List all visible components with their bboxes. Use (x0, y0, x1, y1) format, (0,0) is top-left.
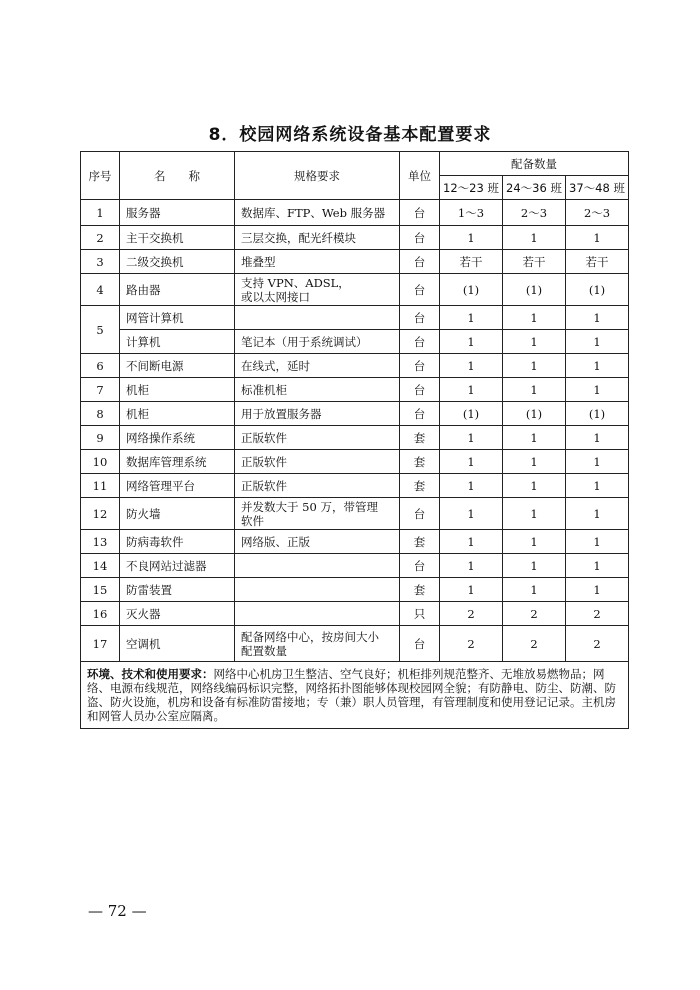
unit-cell: 台 (400, 274, 440, 306)
unit-cell: 台 (400, 250, 440, 274)
header-q1: 12～23 班 (440, 176, 503, 200)
table-row (81, 578, 629, 602)
name-cell: 机柜 (120, 402, 235, 426)
table-row (81, 602, 629, 626)
seq-cell: 3 (81, 250, 120, 274)
table-row (81, 426, 629, 450)
header-q2: 24～36 班 (503, 176, 566, 200)
qty-cell: (1) (440, 402, 503, 426)
qty-cell: 1 (440, 450, 503, 474)
qty-cell: 1 (566, 378, 629, 402)
unit-cell: 台 (400, 226, 440, 250)
qty-cell: 1 (503, 498, 566, 530)
qty-cell: 1 (566, 530, 629, 554)
qty-cell: 2 (566, 602, 629, 626)
header-q3: 37～48 班 (566, 176, 629, 200)
spec-cell: 用于放置服务器 (235, 402, 400, 426)
qty-cell: 1 (566, 578, 629, 602)
qty-cell: 1 (566, 354, 629, 378)
notes-label: 环境、技术和使用要求： (87, 667, 214, 681)
unit-cell: 套 (400, 474, 440, 498)
qty-cell: 1 (503, 226, 566, 250)
name-cell: 防病毒软件 (120, 530, 235, 554)
spec-line: 并发数大于 50 万，带管理 (241, 499, 378, 514)
name-cell: 网络操作系统 (120, 426, 235, 450)
name-cell: 防雷装置 (120, 578, 235, 602)
spec-cell: 三层交换，配光纤模块 (235, 226, 400, 250)
qty-cell: 若干 (440, 250, 503, 274)
name-cell: 计算机 (120, 330, 235, 354)
unit-cell: 台 (400, 498, 440, 530)
seq-cell: 2 (81, 226, 120, 250)
spec-line: 或以太网接口 (241, 289, 310, 304)
name-cell: 网络管理平台 (120, 474, 235, 498)
spec-line: 支持 VPN、ADSL， (241, 275, 350, 290)
qty-cell: 1 (566, 330, 629, 354)
spec-line: 软件 (241, 513, 264, 528)
spec-line: 配置数量 (241, 643, 287, 658)
qty-cell: (1) (503, 274, 566, 306)
qty-cell: 2 (440, 602, 503, 626)
page-title: 8．校园网络系统设备基本配置要求 (208, 125, 492, 145)
name-cell: 不良网站过滤器 (120, 554, 235, 578)
seq-cell: 17 (81, 626, 120, 662)
qty-cell: (1) (566, 274, 629, 306)
qty-cell: 1 (566, 498, 629, 530)
spec-cell: 正版软件 (235, 426, 400, 450)
qty-cell: 1 (503, 426, 566, 450)
unit-cell: 台 (400, 330, 440, 354)
spec-cell: 正版软件 (235, 474, 400, 498)
qty-cell: 1 (566, 450, 629, 474)
name-cell: 二级交换机 (120, 250, 235, 274)
seq-cell: 9 (81, 426, 120, 450)
header-row (81, 152, 629, 176)
seq-cell: 12 (81, 498, 120, 530)
table-row (81, 378, 629, 402)
qty-cell: 若干 (503, 250, 566, 274)
header-seq: 序号 (81, 152, 120, 200)
seq-cell: 5 (81, 306, 120, 354)
unit-cell: 台 (400, 554, 440, 578)
seq-cell: 14 (81, 554, 120, 578)
spec-cell: 网络版、正版 (235, 530, 400, 554)
name-cell: 数据库管理系统 (120, 450, 235, 474)
qty-cell: 1 (566, 474, 629, 498)
unit-cell: 台 (400, 402, 440, 426)
unit-cell: 台 (400, 306, 440, 330)
notes-row (81, 662, 629, 729)
qty-cell: 1 (503, 354, 566, 378)
seq-cell: 16 (81, 602, 120, 626)
table-row (81, 530, 629, 554)
qty-cell: 1 (440, 474, 503, 498)
qty-cell: 1 (440, 498, 503, 530)
unit-cell: 台 (400, 626, 440, 662)
qty-cell: (1) (503, 402, 566, 426)
qty-cell: 1 (503, 578, 566, 602)
table-row (81, 250, 629, 274)
unit-cell: 套 (400, 578, 440, 602)
spec-cell: 在线式，延时 (235, 354, 400, 378)
seq-cell: 10 (81, 450, 120, 474)
table-row (81, 226, 629, 250)
spec-cell (235, 498, 400, 530)
spec-cell: 笔记本（用于系统调试） (235, 330, 400, 354)
spec-cell: 数据库、FTP、Web 服务器 (235, 200, 400, 226)
name-cell: 路由器 (120, 274, 235, 306)
spec-cell: 堆叠型 (235, 250, 400, 274)
equipment-table (80, 151, 629, 729)
qty-cell: 1 (566, 554, 629, 578)
name-cell: 不间断电源 (120, 354, 235, 378)
spec-cell: 正版软件 (235, 450, 400, 474)
table-row (81, 354, 629, 378)
unit-cell: 台 (400, 378, 440, 402)
spec-cell (235, 626, 400, 662)
name-cell: 网管计算机 (120, 306, 235, 330)
unit-cell: 套 (400, 530, 440, 554)
qty-cell: 2 (503, 602, 566, 626)
qty-cell: 1 (503, 378, 566, 402)
table-row (81, 474, 629, 498)
qty-cell: 1～3 (440, 200, 503, 226)
header-spec: 规格要求 (235, 152, 400, 200)
seq-cell: 11 (81, 474, 120, 498)
qty-cell: 1 (503, 554, 566, 578)
seq-cell: 4 (81, 274, 120, 306)
table-row (81, 450, 629, 474)
seq-cell: 15 (81, 578, 120, 602)
unit-cell: 套 (400, 450, 440, 474)
table-row (81, 200, 629, 226)
qty-cell: 2～3 (566, 200, 629, 226)
spec-cell (235, 274, 400, 306)
seq-cell: 8 (81, 402, 120, 426)
qty-cell: (1) (566, 402, 629, 426)
qty-cell: 1 (566, 306, 629, 330)
table-row (81, 330, 629, 354)
spec-cell (235, 554, 400, 578)
qty-cell: 1 (440, 426, 503, 450)
qty-cell: 1 (566, 226, 629, 250)
name-cell: 防火墙 (120, 498, 235, 530)
notes-text: 网络中心机房卫生整洁、空气良好；机柜排列规范整齐、无堆放易燃物品；网络、电源布线规范，网络线编码标识完整，网络拓扑图能够体现校园网全貌；有防静电、防尘、防潮、防盗、防火设施，机房和设备有标准防雷接地；专（兼）职人员管理，有管理制度和使用登记记录。主机房和网管人员办公室应隔离。 (87, 667, 616, 723)
seq-cell: 1 (81, 200, 120, 226)
qty-cell: 1 (440, 226, 503, 250)
header-qty: 配备数量 (440, 152, 629, 176)
table-row (81, 554, 629, 578)
qty-cell: 1 (440, 330, 503, 354)
table-row (81, 498, 629, 530)
qty-cell: 1 (566, 426, 629, 450)
seq-cell: 13 (81, 530, 120, 554)
qty-cell: 1 (440, 354, 503, 378)
unit-cell: 只 (400, 602, 440, 626)
table-row (81, 274, 629, 306)
name-cell: 空调机 (120, 626, 235, 662)
qty-cell: 2 (440, 626, 503, 662)
qty-cell: 1 (503, 530, 566, 554)
qty-cell: 1 (503, 450, 566, 474)
header-unit: 单位 (400, 152, 440, 200)
qty-cell: 1 (503, 474, 566, 498)
header-name: 名 称 (120, 152, 235, 200)
name-cell: 主干交换机 (120, 226, 235, 250)
qty-cell: (1) (440, 274, 503, 306)
qty-cell: 1 (440, 530, 503, 554)
name-cell: 服务器 (120, 200, 235, 226)
qty-cell: 1 (440, 554, 503, 578)
qty-cell: 2 (503, 626, 566, 662)
spec-cell (235, 602, 400, 626)
unit-cell: 台 (400, 354, 440, 378)
qty-cell: 2～3 (503, 200, 566, 226)
page-number: — 72 — (88, 902, 147, 920)
qty-cell: 1 (440, 578, 503, 602)
spec-cell (235, 578, 400, 602)
unit-cell: 套 (400, 426, 440, 450)
table-row (81, 626, 629, 662)
qty-cell: 1 (503, 330, 566, 354)
spec-line: 配备网络中心，按房间大小 (241, 629, 379, 644)
seq-cell: 6 (81, 354, 120, 378)
qty-cell: 1 (440, 306, 503, 330)
qty-cell: 1 (503, 306, 566, 330)
table-row (81, 306, 629, 330)
name-cell: 灭火器 (120, 602, 235, 626)
qty-cell: 1 (440, 378, 503, 402)
spec-cell (235, 306, 400, 330)
table-row (81, 402, 629, 426)
name-cell: 机柜 (120, 378, 235, 402)
spec-cell: 标准机柜 (235, 378, 400, 402)
qty-cell: 2 (566, 626, 629, 662)
qty-cell: 若干 (566, 250, 629, 274)
unit-cell: 台 (400, 200, 440, 226)
requirements-notes (81, 662, 629, 729)
seq-cell: 7 (81, 378, 120, 402)
